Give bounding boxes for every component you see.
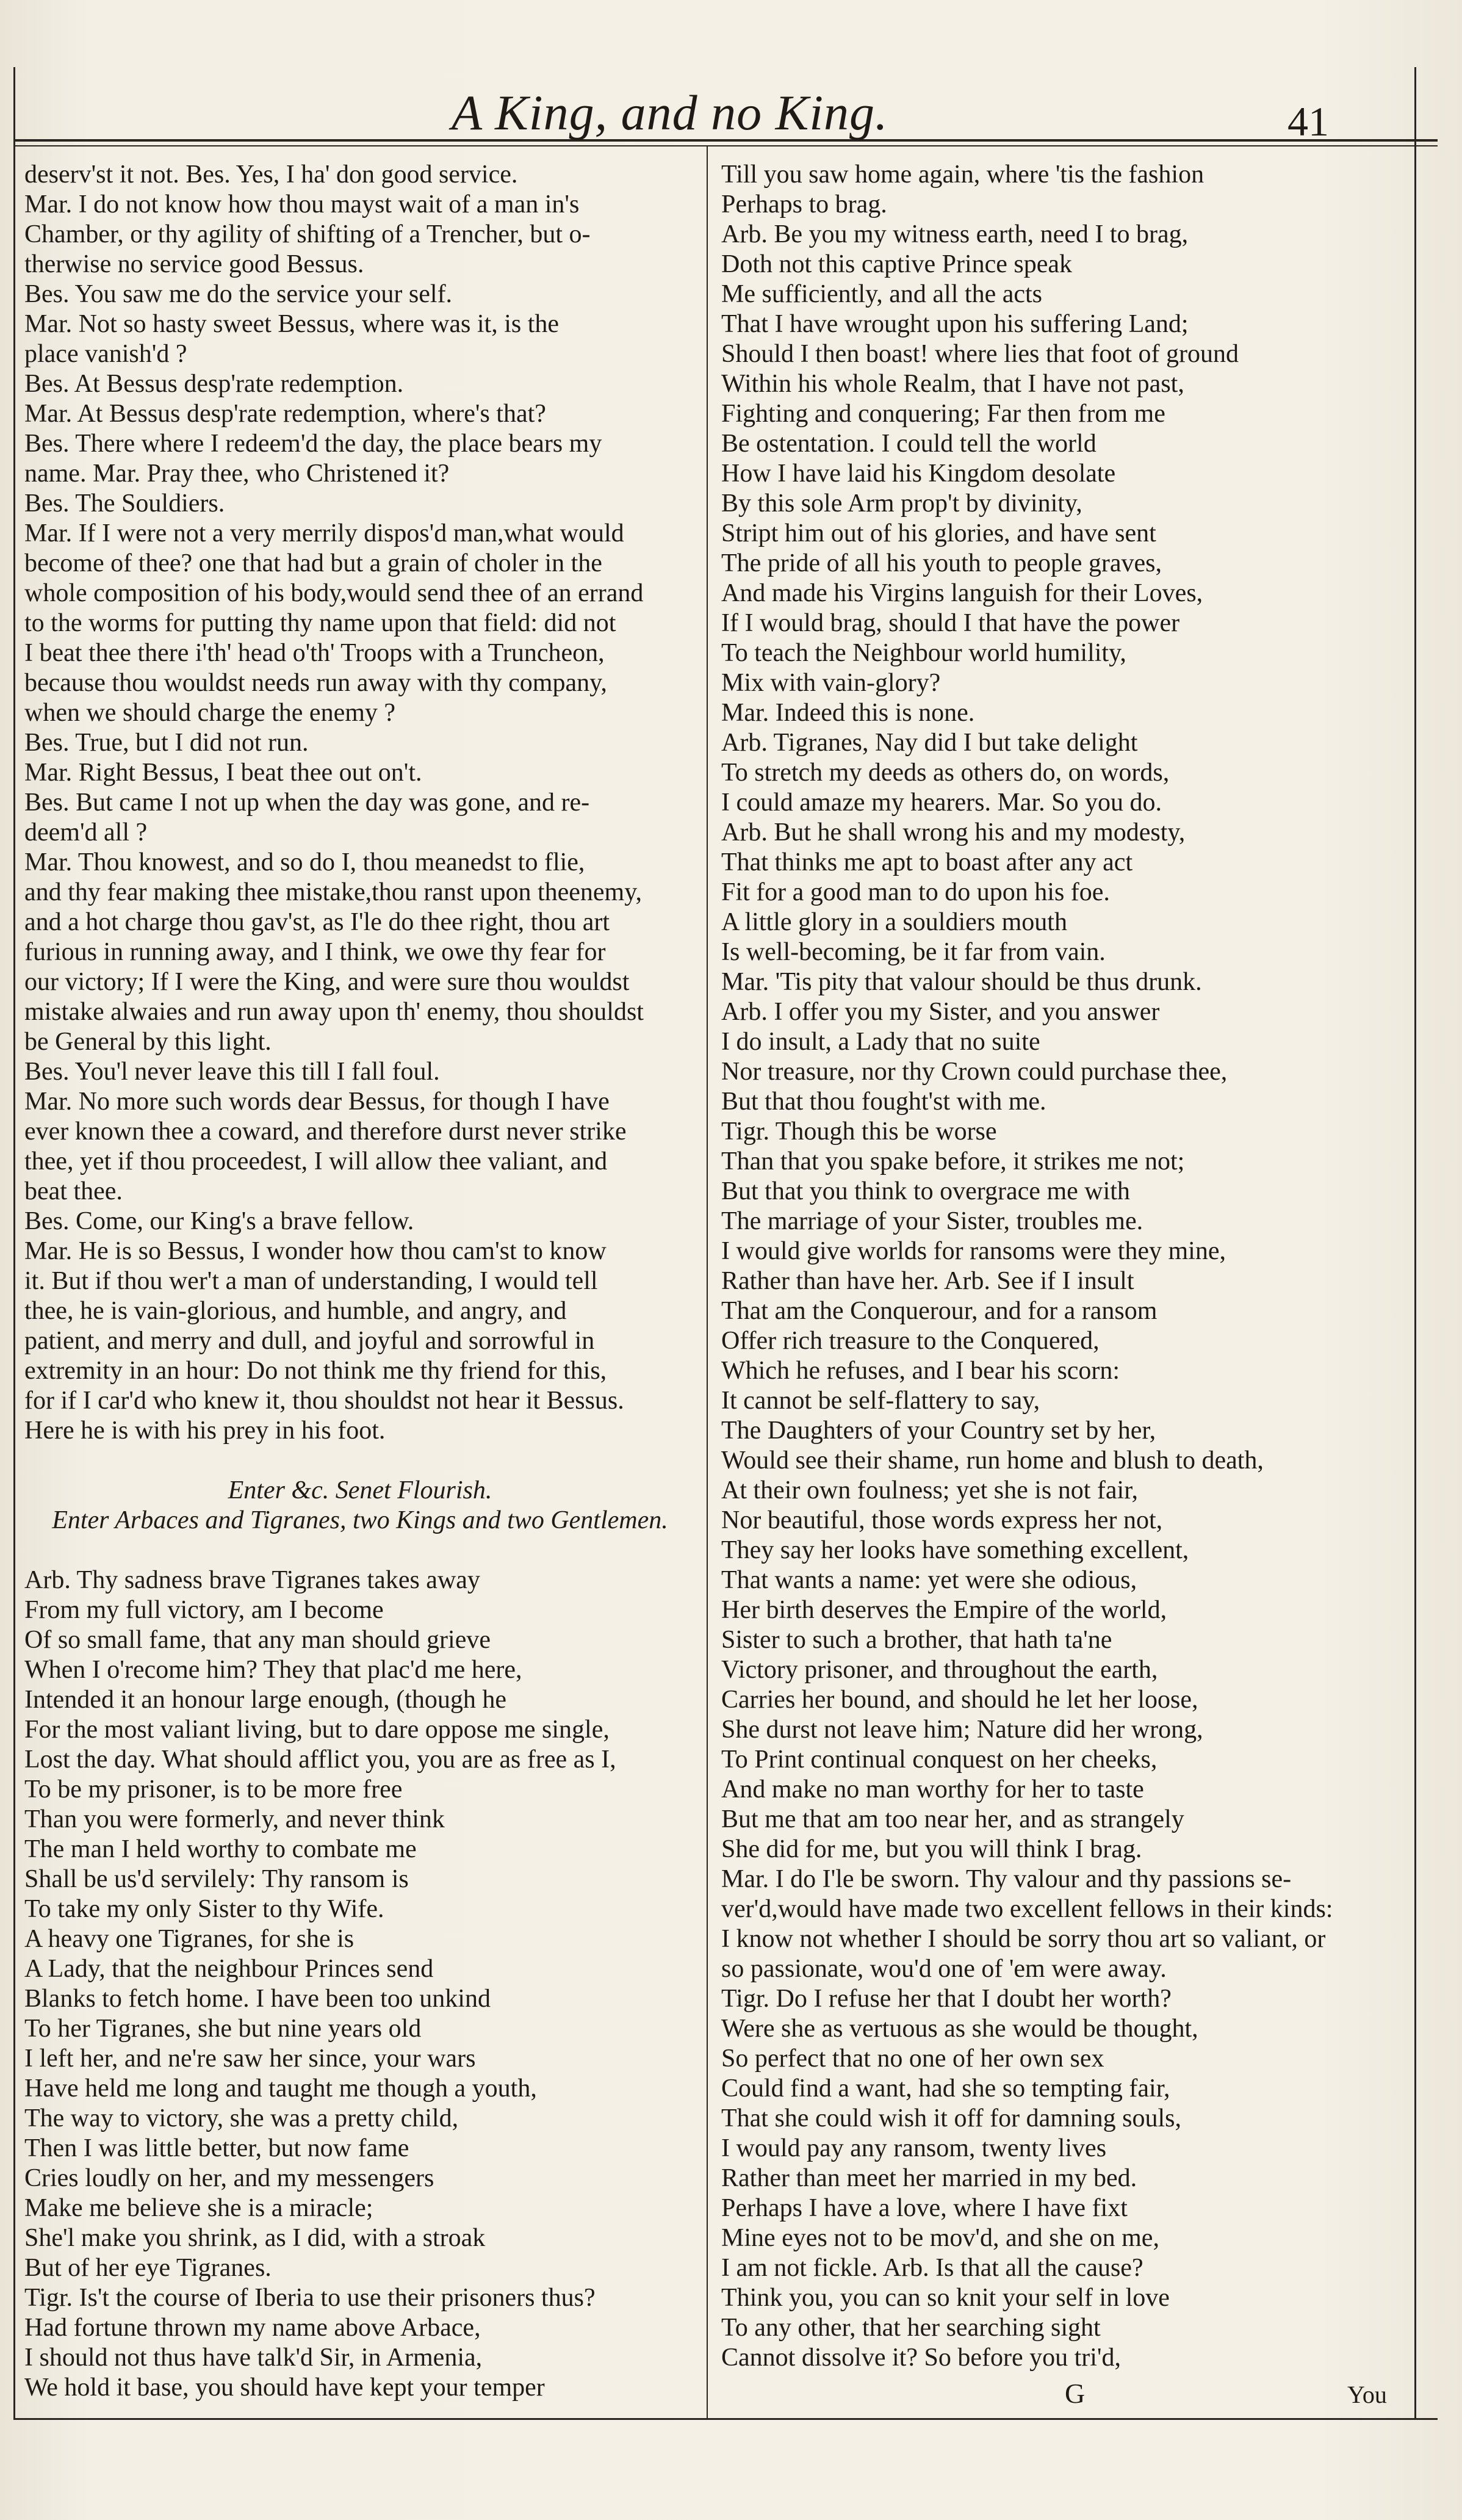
text-line: I do insult, a Lady that no suite — [721, 1028, 1040, 1056]
text-line: Intended it an honour large enough, (though he — [24, 1686, 507, 1714]
text-line: name. Mar. Pray thee, who Christened it? — [24, 460, 450, 488]
running-head-title: A King, and no King. — [452, 85, 888, 140]
text-line: Tigr. Is't the course of Iberia to use their prisoners thus? — [24, 2284, 596, 2312]
text-line: Mar. Thou knowest, and so do I, thou meanedst to flie, — [24, 848, 585, 876]
text-line: therwise no service good Bessus. — [24, 250, 364, 278]
text-line: That she could wish it off for damning souls, — [721, 2104, 1181, 2132]
text-line: Stript him out of his glories, and have sent — [721, 519, 1156, 547]
text-line: To her Tigranes, she but nine years old — [24, 2015, 422, 2043]
text-line: Have held me long and taught me though a youth, — [24, 2074, 537, 2103]
text-line: I should not thus have talk'd Sir, in Armenia, — [24, 2344, 483, 2372]
text-line: Bes. At Bessus desp'rate redemption. — [24, 370, 404, 398]
text-line: To stretch my deeds as others do, on words, — [721, 759, 1170, 787]
text-line: Victory prisoner, and throughout the earth, — [721, 1656, 1158, 1684]
text-line: Arb. Tigranes, Nay did I but take delight — [721, 729, 1138, 757]
text-line: They say her looks have something excellent, — [721, 1536, 1189, 1564]
text-line: Mar. I do I'le be sworn. Thy valour and thy passions se- — [721, 1865, 1292, 1893]
signature-mark: G — [1065, 2378, 1086, 2409]
text-line: Offer rich treasure to the Conquered, — [721, 1327, 1100, 1355]
text-line: Mar. Not so hasty sweet Bessus, where was it, is the — [24, 310, 560, 338]
text-line: so passionate, wou'd one of 'em were away. — [721, 1955, 1167, 1983]
text-line: I could amaze my hearers. Mar. So you do. — [721, 789, 1162, 817]
text-line: Mar. He is so Bessus, I wonder how thou cam'st to know — [24, 1237, 607, 1265]
text-line: for if I car'd who knew it, thou shouldst not hear it Bessus. — [24, 1387, 624, 1415]
text-line: Chamber, or thy agility of shifting of a Trencher, but o- — [24, 220, 591, 248]
text-line: By this sole Arm prop't by divinity, — [721, 489, 1082, 518]
text-line: The man I held worthy to combate me — [24, 1835, 417, 1863]
text-line: because thou wouldst needs run away with thy company, — [24, 669, 607, 697]
text-line: Mar. No more such words dear Bessus, for though I have — [24, 1088, 610, 1116]
text-line: Till you saw home again, where 'tis the fashion — [721, 161, 1205, 189]
text-line: Mar. 'Tis pity that valour should be thus drunk. — [721, 968, 1202, 996]
text-line: And make no man worthy for her to taste — [721, 1775, 1144, 1803]
text-line: mistake alwaies and run away upon th' enemy, thou shouldst — [24, 998, 644, 1026]
text-line: Mar. Right Bessus, I beat thee out on't. — [24, 759, 422, 787]
text-line — [24, 1536, 696, 1565]
text-line: deserv'st it not. Bes. Yes, I ha' don good service. — [24, 161, 518, 189]
text-line: Of so small fame, that any man should grieve — [24, 1626, 491, 1654]
text-line: It cannot be self-flattery to say, — [721, 1387, 1040, 1415]
text-line: Perhaps I have a love, where I have fixt — [721, 2194, 1128, 2222]
text-line: Be ostentation. I could tell the world — [721, 430, 1096, 458]
text-line: ver'd,would have made two excellent fellows in their kinds: — [721, 1895, 1333, 1923]
text-line: Mix with vain-glory? — [721, 669, 941, 697]
text-line: place vanish'd ? — [24, 340, 187, 368]
text-line: be General by this light. — [24, 1028, 272, 1056]
text-line: whole composition of his body,would send thee of an errand — [24, 579, 644, 607]
text-line: The Daughters of your Country set by her, — [721, 1417, 1156, 1445]
text-line: Fighting and conquering; Far then from me — [721, 400, 1165, 428]
text-line: The way to victory, she was a pretty child, — [24, 2104, 459, 2132]
text-line: To teach the Neighbour world humility, — [721, 639, 1126, 667]
text-line: I am not fickle. Arb. Is that all the cause? — [721, 2254, 1143, 2282]
text-line: Enter &c. Senet Flourish. — [228, 1476, 492, 1504]
text-line: Enter Arbaces and Tigranes, two Kings and two Gentlemen. — [52, 1506, 668, 1534]
text-line: Tigr. Do I refuse her that I doubt her worth? — [721, 1985, 1172, 2013]
text-line: ever known thee a coward, and therefore durst never strike — [24, 1117, 627, 1146]
text-line: Than that you spake before, it strikes me not; — [721, 1147, 1185, 1175]
text-line: Think you, you can so knit your self in love — [721, 2284, 1170, 2312]
text-line: our victory; If I were the King, and were sure thou wouldst — [24, 968, 630, 996]
text-line: Mine eyes not to be mov'd, and she on me, — [721, 2224, 1159, 2252]
text-line: Fit for a good man to do upon his foe. — [721, 878, 1110, 906]
footer-rule — [13, 2418, 1438, 2420]
text-line: I left her, and ne're saw her since, your wars — [24, 2045, 476, 2073]
text-line: become of thee? one that had but a grain of choler in the — [24, 549, 602, 577]
text-line: Shall be us'd servilely: Thy ransom is — [24, 1865, 409, 1893]
text-line: Bes. But came I not up when the day was gone, and re- — [24, 789, 590, 817]
text-line: I would give worlds for ransoms were they mine, — [721, 1237, 1226, 1265]
text-line: And made his Virgins languish for their Loves, — [721, 579, 1203, 607]
text-line: Carries her bound, and should he let her loose, — [721, 1686, 1198, 1714]
text-line: The marriage of your Sister, troubles me. — [721, 1207, 1143, 1235]
text-line: Than you were formerly, and never think — [24, 1805, 445, 1833]
text-line: to the worms for putting thy name upon that field: did not — [24, 609, 616, 637]
text-line: She durst not leave him; Nature did her wrong, — [721, 1716, 1203, 1744]
text-line: To be my prisoner, is to be more free — [24, 1775, 403, 1803]
text-line: So perfect that no one of her own sex — [721, 2045, 1104, 2073]
text-line: thee, he is vain-glorious, and humble, and angry, and — [24, 1297, 567, 1325]
text-line: Mar. I do not know how thou mayst wait of a man in's — [24, 190, 580, 218]
text-line: Bes. You'l never leave this till I fall foul. — [24, 1058, 440, 1086]
text-line: That thinks me apt to boast after any act — [721, 848, 1133, 876]
text-line: and a hot charge thou gav'st, as I'le do thee right, thou art — [24, 908, 610, 936]
text-line: But that thou fought'st with me. — [721, 1088, 1046, 1116]
text-line: When I o'recome him? They that plac'd me here, — [24, 1656, 522, 1684]
right-text-column — [721, 160, 1405, 2373]
text-line: A little glory in a souldiers mouth — [721, 908, 1067, 936]
text-line: furious in running away, and I think, we owe thy fear for — [24, 938, 606, 966]
text-line: Make me believe she is a miracle; — [24, 2194, 373, 2222]
text-line: We hold it base, you should have kept your temper — [24, 2374, 545, 2402]
text-line: Mar. If I were not a very merrily dispos'd man,what would — [24, 519, 624, 547]
text-line: At their own foulness; yet she is not fair, — [721, 1476, 1139, 1504]
left-text-column — [24, 160, 696, 2403]
text-line: Then I was little better, but now fame — [24, 2134, 409, 2162]
text-line: Arb. Be you my witness earth, need I to brag, — [721, 220, 1189, 248]
text-line: Perhaps to brag. — [721, 190, 887, 218]
text-line: Here he is with his prey in his foot. — [24, 1417, 386, 1445]
text-line: Me sufficiently, and all the acts — [721, 280, 1043, 308]
text-line: it. But if thou wer't a man of understanding, I would tell — [24, 1267, 598, 1295]
text-line: Sister to such a brother, that hath ta'ne — [721, 1626, 1112, 1654]
text-line: Bes. You saw me do the service your self. — [24, 280, 453, 308]
text-line: Doth not this captive Prince speak — [721, 250, 1073, 278]
text-line: Rather than have her. Arb. See if I insult — [721, 1267, 1134, 1295]
text-line: A Lady, that the neighbour Princes send — [24, 1955, 434, 1983]
right-border-rule — [1414, 67, 1416, 2418]
text-line: Within his whole Realm, that I have not past, — [721, 370, 1184, 398]
text-line: beat thee. — [24, 1177, 123, 1205]
text-line: deem'd all ? — [24, 818, 148, 847]
text-line: Arb. But he shall wrong his and my modesty, — [721, 818, 1186, 847]
header-rule-thin — [13, 145, 1438, 146]
text-line: Should I then boast! where lies that foot of ground — [721, 340, 1239, 368]
text-line: That wants a name: yet were she odious, — [721, 1566, 1137, 1594]
left-border-rule — [13, 67, 15, 2418]
text-line: A heavy one Tigranes, for she is — [24, 1925, 355, 1953]
text-line: Her birth deserves the Empire of the world, — [721, 1596, 1167, 1624]
text-line: But of her eye Tigranes. — [24, 2254, 272, 2282]
text-line: She'l make you shrink, as I did, with a stroak — [24, 2224, 486, 2252]
text-line: Tigr. Though this be worse — [721, 1117, 997, 1146]
text-line: I beat thee there i'th' head o'th' Troops with a Truncheon, — [24, 639, 605, 667]
text-line: Cannot dissolve it? So before you tri'd, — [721, 2344, 1121, 2372]
text-line: But that you think to overgrace me with — [721, 1177, 1130, 1205]
text-line: To take my only Sister to thy Wife. — [24, 1895, 384, 1923]
text-line: Bes. The Souldiers. — [24, 489, 225, 518]
text-line: But me that am too near her, and as strangely — [721, 1805, 1184, 1833]
text-line: Rather than meet her married in my bed. — [721, 2164, 1137, 2192]
text-line: Bes. There where I redeem'd the day, the place bears my — [24, 430, 602, 458]
text-line: Cries loudly on her, and my messengers — [24, 2164, 434, 2192]
catchword: You — [1347, 2381, 1387, 2408]
page-number: 41 — [1287, 98, 1329, 145]
text-line: To Print continual conquest on her cheeks, — [721, 1746, 1158, 1774]
text-line: How I have laid his Kingdom desolate — [721, 460, 1116, 488]
text-line: To any other, that her searching sight — [721, 2314, 1101, 2342]
text-line: Arb. I offer you my Sister, and you answer — [721, 998, 1160, 1026]
text-line: If I would brag, should I that have the power — [721, 609, 1180, 637]
text-line: Could find a want, had she so tempting fair, — [721, 2074, 1170, 2103]
text-line: Had fortune thrown my name above Arbace, — [24, 2314, 481, 2342]
text-line: I know not whether I should be sorry thou art so valiant, or — [721, 1925, 1326, 1953]
text-line: Is well-becoming, be it far from vain. — [721, 938, 1106, 966]
text-line: Blanks to fetch home. I have been too unkind — [24, 1985, 491, 2013]
text-line: extremity in an hour: Do not think me thy friend for this, — [24, 1357, 607, 1385]
text-line: Arb. Thy sadness brave Tigranes takes away — [24, 1566, 480, 1594]
text-line: Lost the day. What should afflict you, you are as free as I, — [24, 1746, 616, 1774]
text-line: For the most valiant living, but to dare oppose me single, — [24, 1716, 610, 1744]
text-line: Bes. Come, our King's a brave fellow. — [24, 1207, 414, 1235]
text-line: That am the Conquerour, and for a ransom — [721, 1297, 1158, 1325]
text-line: thee, yet if thou proceedest, I will allow thee valiant, and — [24, 1147, 608, 1175]
text-line: when we should charge the enemy ? — [24, 699, 396, 727]
text-line: Nor treasure, nor thy Crown could purchase thee, — [721, 1058, 1228, 1086]
text-line: Bes. True, but I did not run. — [24, 729, 309, 757]
text-line: Nor beautiful, those words express her not, — [721, 1506, 1163, 1534]
column-divider — [707, 146, 708, 2418]
text-line: Were she as vertuous as she would be thought, — [721, 2015, 1198, 2043]
text-line: Which he refuses, and I bear his scorn: — [721, 1357, 1120, 1385]
text-line: The pride of all his youth to people graves, — [721, 549, 1162, 577]
text-line: I would pay any ransom, twenty lives — [721, 2134, 1107, 2162]
text-line: She did for me, but you will think I brag. — [721, 1835, 1142, 1863]
text-line — [24, 1446, 696, 1476]
text-line: Would see their shame, run home and blush to death, — [721, 1446, 1264, 1475]
text-line: Mar. Indeed this is none. — [721, 699, 975, 727]
text-line: That I have wrought upon his suffering Land; — [721, 310, 1189, 338]
text-line: Mar. At Bessus desp'rate redemption, where's that? — [24, 400, 546, 428]
text-line: From my full victory, am I become — [24, 1596, 384, 1624]
text-line: patient, and merry and dull, and joyful and sorrowful in — [24, 1327, 595, 1355]
text-line: and thy fear making thee mistake,thou ranst upon theenemy, — [24, 878, 642, 906]
